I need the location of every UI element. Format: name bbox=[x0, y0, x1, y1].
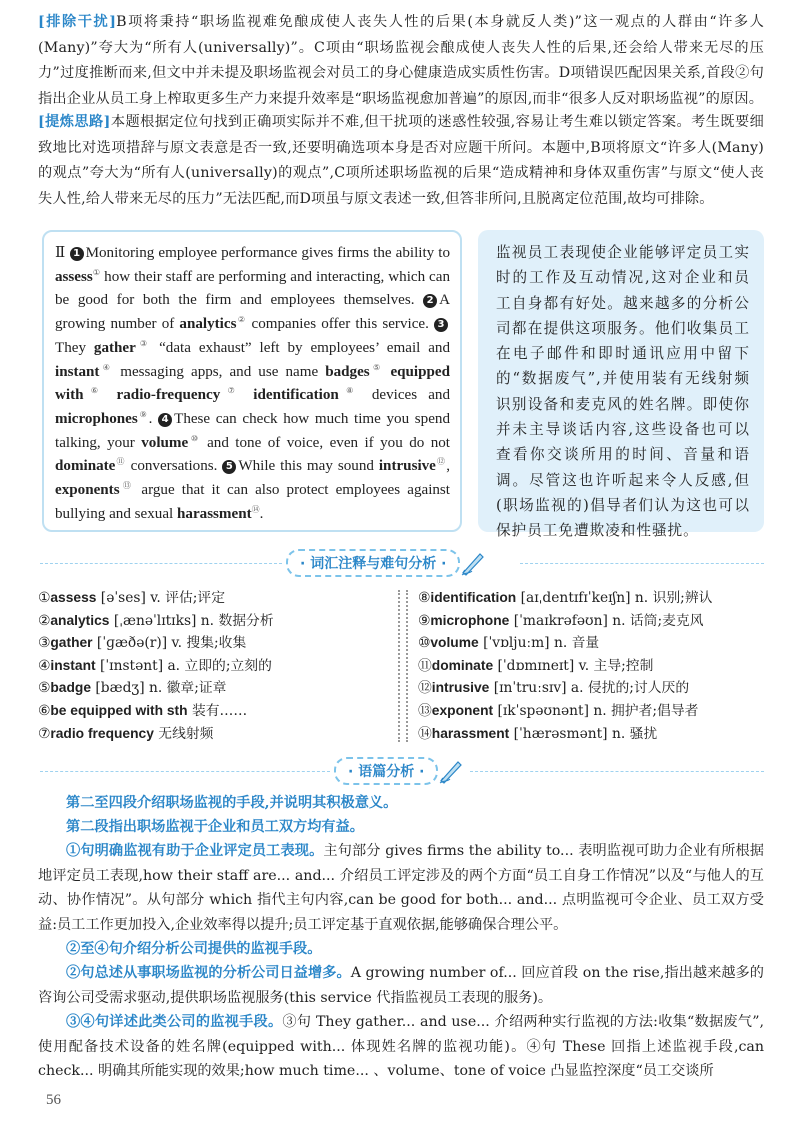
analysis-paragraph-3 bbox=[38, 1010, 764, 1084]
passage-text: They bbox=[55, 339, 94, 356]
footnote-ref: ⑨ bbox=[137, 409, 149, 419]
analysis-heading-text: 第二至四段介绍职场监视的手段,并说明其积极意义。 bbox=[66, 795, 398, 811]
footnote-ref: ④ bbox=[99, 362, 114, 372]
vocab-number: ⑨ bbox=[418, 612, 431, 629]
footnote-ref: ⑩ bbox=[188, 433, 201, 443]
analysis-paragraph-2 bbox=[38, 961, 764, 1010]
analysis-heading-text: ②至④句介绍分析公司提供的监视手段。 bbox=[66, 941, 322, 957]
vocab-definition: [ˈmaɪkrəfəʊn] n. 话筒;麦克风 bbox=[509, 612, 704, 629]
sentence-number-3: 3 bbox=[434, 318, 448, 332]
section-divider-left bbox=[40, 771, 330, 772]
vocab-definition: [ˈhærəsmənt] n. 骚扰 bbox=[509, 725, 658, 742]
analysis-section-header bbox=[334, 758, 464, 784]
passage-text: These can check how much time you spend talking, your bbox=[55, 410, 450, 451]
analysis-text: A growing number of... 回应首段 on the rise,指出越来越多的咨询公司受需求驱动,提供职场监视服务(this service 代指监视员工表现的服务)。 bbox=[38, 965, 764, 1006]
vocab-definition: 装有…… bbox=[187, 702, 248, 719]
vocab-definition: [əˈses] v. 评估;评定 bbox=[96, 590, 226, 606]
analysis-heading-text: 第二段指出职场监视于企业和员工双方均有益。 bbox=[66, 819, 364, 835]
keyword-analytics: analytics bbox=[179, 316, 237, 333]
analysis-heading-3 bbox=[38, 937, 764, 962]
passage-text: . bbox=[148, 410, 159, 427]
vocab-word: harassment bbox=[431, 725, 510, 741]
vocab-word: volume bbox=[430, 635, 479, 651]
vocab-section-header bbox=[286, 550, 486, 576]
vocab-number: ⑭ bbox=[418, 725, 432, 742]
vocab-definition: [ˈɡæðə(r)] v. 搜集;收集 bbox=[92, 635, 247, 652]
sentence-number-1: 1 bbox=[70, 247, 84, 261]
vocab-list-right bbox=[418, 587, 712, 745]
vocab-word: assess bbox=[50, 590, 97, 605]
footnote-ref: ⑦ bbox=[220, 386, 243, 396]
analysis-section-title: · 语篇分析 · bbox=[334, 757, 438, 785]
vocab-number: ⑤ bbox=[38, 680, 51, 697]
footnote-ref: ⑥ bbox=[83, 386, 106, 396]
passage-text: While this may sound bbox=[238, 458, 379, 475]
vocab-item bbox=[38, 587, 274, 610]
vocab-number: ② bbox=[38, 612, 51, 629]
analysis-text: 主句部分 gives firms the ability to... 表明监视可助力企业有所根据地评定员工表现,how their staff are... and... 介绍员工评定涉及的两个方面“员工自身工作情况”以及“与他人的互动、协作情况”。从句部分 which 指代主句内容,can be good for both... and... 点明监视可令企业、员工双方受益:员工工作更加投入,企业效率得以提升;员工评定基于直观依据,能够确保合理公平。 bbox=[38, 843, 764, 933]
passage-text: how their staff are performing and interacting, which can be good for both the firm and employees themselves. bbox=[55, 268, 451, 309]
exclude-distractor-tag: [排除干扰] bbox=[38, 14, 117, 30]
vocab-number: ⑪ bbox=[418, 657, 432, 674]
vocab-item bbox=[38, 655, 274, 678]
passage-text bbox=[105, 387, 116, 403]
footnote-ref: ① bbox=[92, 267, 101, 277]
vocab-word: microphone bbox=[430, 612, 510, 628]
passage-text: . bbox=[259, 505, 264, 522]
vocab-definition: [ɪnˈtruːsɪv] a. 侵扰的;讨人厌的 bbox=[489, 680, 690, 697]
vocab-definition: 无线射频 bbox=[153, 725, 214, 742]
refine-thinking-paragraph bbox=[38, 110, 764, 212]
passage-text: messaging apps, and use name bbox=[113, 363, 326, 380]
analysis-heading-1 bbox=[38, 791, 764, 816]
keyword-instant: instant bbox=[55, 363, 100, 380]
vocab-word: instant bbox=[50, 657, 96, 673]
vocab-item bbox=[38, 677, 274, 700]
vocab-definition: [ˈvɒljuːm] n. 音量 bbox=[478, 635, 600, 652]
vocab-word: intrusive bbox=[431, 680, 490, 696]
vocab-item bbox=[38, 700, 274, 723]
refine-thinking-tag: [提炼思路] bbox=[38, 114, 111, 130]
passage-text: , bbox=[446, 458, 450, 475]
english-passage-box bbox=[42, 230, 462, 532]
vocab-item bbox=[38, 723, 274, 746]
vocab-number: ③ bbox=[38, 635, 51, 652]
vocab-column-divider bbox=[398, 590, 408, 742]
keyword-microphones: microphones bbox=[55, 410, 138, 427]
passage-text: and tone of voice, even if you do not bbox=[200, 434, 450, 451]
vocab-number: ⑧ bbox=[418, 590, 431, 606]
pen-icon bbox=[460, 550, 486, 576]
vocab-number: ④ bbox=[38, 657, 51, 674]
exclude-distractor-paragraph bbox=[38, 10, 764, 112]
section-divider-right bbox=[470, 771, 764, 772]
keyword-radio-frequency: radio-frequency bbox=[116, 387, 221, 404]
keyword-intrusive: intrusive bbox=[378, 458, 436, 475]
vocab-item bbox=[418, 587, 712, 610]
vocab-word: radio frequency bbox=[50, 725, 154, 741]
keyword-assess: assess bbox=[55, 268, 93, 285]
analysis-lead: ③④句详述此类公司的监视手段。 bbox=[66, 1014, 283, 1030]
vocab-item bbox=[418, 677, 712, 700]
vocab-word: gather bbox=[50, 635, 93, 651]
passage-text: companies offer this service. bbox=[246, 316, 435, 333]
paragraph-roman-numeral: Ⅱ bbox=[55, 245, 66, 261]
analysis-text: ③句 They gather... and use... 介绍两种实行监视的方法:收集“数据废气”,使用配备技术设备的姓名牌(equipped with... 体现姓名牌的监视功能)。④句 These 回指上述监视手段,can check... 明确其所能实现的效果;how much time... 、volume、tone of voice 凸显监控深度“员工交谈所 bbox=[38, 1014, 764, 1079]
translation-text: 监视员工表现使企业能够评定员工实时的工作及互动情况,这对企业和员工自身都有好处。越来越多的分析公司都在提供这项服务。他们收集员工在电子邮件和即时通讯应用中留下的“数据废气”,并使用装有无线射频识别设备和麦克风的姓名牌。即使你并未主导谈话内容,这些设备也可以查看你交谈所用的时间、音量和语调。尽管这也许听起来令人反感,但(职场监视的)倡导者们认为这也可以保护员工免遭欺凌和性骚扰。 bbox=[496, 244, 750, 540]
vocab-item bbox=[418, 655, 712, 678]
vocab-number: ① bbox=[38, 590, 51, 606]
vocab-word: be equipped with sth bbox=[50, 702, 188, 718]
keyword-exponents: exponents bbox=[55, 482, 120, 499]
analysis-lead: ②句总述从事职场监视的分析公司日益增多。 bbox=[66, 965, 351, 981]
analysis-paragraph-1 bbox=[38, 839, 764, 937]
passage-text: A growing number of bbox=[55, 292, 450, 333]
sentence-number-4: 4 bbox=[158, 413, 172, 427]
keyword-harassment: harassment bbox=[177, 505, 252, 522]
vocab-number: ⑦ bbox=[38, 725, 51, 742]
keyword-badges: badges bbox=[325, 363, 370, 380]
passage-text: “data exhaust” left by employees’ email and bbox=[151, 339, 450, 356]
page-number: 56 bbox=[46, 1092, 61, 1108]
passage-text: Monitoring employee performance gives firms the ability to bbox=[85, 245, 450, 261]
vocab-number: ⑫ bbox=[418, 680, 432, 697]
footnote-ref: ⑪ bbox=[115, 457, 126, 467]
section-divider-right bbox=[520, 563, 764, 564]
passage-text bbox=[242, 387, 253, 403]
vocab-number: ⑥ bbox=[38, 702, 51, 719]
vocab-item bbox=[418, 610, 712, 633]
vocab-word: analytics bbox=[50, 612, 110, 628]
vocab-item bbox=[38, 632, 274, 655]
pen-icon bbox=[438, 758, 464, 784]
vocab-definition: [ˈdɒmɪneɪt] v. 主导;控制 bbox=[493, 657, 654, 674]
passage-text: conversations. bbox=[125, 458, 223, 475]
footnote-ref: ⑤ bbox=[369, 362, 384, 372]
keyword-identification: identification bbox=[253, 387, 339, 404]
vocab-section-title: · 词汇注释与难句分析 · bbox=[286, 549, 460, 577]
vocab-definition: [ˈɪnstənt] a. 立即的;立刻的 bbox=[95, 657, 272, 674]
vocab-list-left bbox=[38, 587, 274, 745]
vocab-word: identification bbox=[430, 590, 517, 605]
footnote-ref: ⑫ bbox=[435, 457, 447, 467]
vocab-definition: [ˌænəˈlɪtɪks] n. 数据分析 bbox=[109, 612, 274, 629]
footnote-ref: ② bbox=[236, 315, 247, 325]
chinese-translation-box bbox=[478, 230, 764, 540]
section-divider-left bbox=[40, 563, 282, 564]
keyword-equipped-with: equipped with bbox=[55, 363, 451, 404]
passage-text: argue that it can also protect employees against bullying and sexual bbox=[55, 482, 450, 522]
vocab-word: dominate bbox=[431, 657, 494, 673]
sentence-number-5: 5 bbox=[222, 460, 236, 474]
footnote-ref: ⑬ bbox=[119, 481, 135, 490]
vocab-item bbox=[418, 700, 712, 723]
vocab-number: ⑬ bbox=[418, 702, 432, 719]
vocab-word: exponent bbox=[431, 702, 494, 718]
vocab-word: badge bbox=[50, 680, 92, 696]
keyword-volume: volume bbox=[141, 434, 189, 451]
passage-text: devices and bbox=[360, 387, 451, 404]
vocab-definition: [ɪkˈspəʊnənt] n. 拥护者;倡导者 bbox=[493, 702, 699, 719]
sentence-number-2: 2 bbox=[423, 294, 437, 308]
refine-thinking-text: 本题根据定位句找到正确项实际并不难,但干扰项的迷惑性较强,容易让考生难以锁定答案。考生既要细致地比对选项措辞与原文表意是否一致,还要明确选项本身是否对应题干所问。本题中,B项将原文“许多人(Many)的观点”夸大为“所有人(universally)的观点”,C项所述职场监视的后果“造成精神和身体双重伤害”与原文“使人丧失人性,给人带来无尽的压力”无法匹配,而D项虽与原文表述一致,但答非所问,且脱离定位范围,故均可排除。 bbox=[38, 114, 764, 207]
footnote-ref: ③ bbox=[135, 338, 152, 348]
footnote-ref: ⑭ bbox=[251, 504, 260, 514]
keyword-dominate: dominate bbox=[55, 458, 116, 475]
vocab-definition: [aɪˌdentɪfɪˈkeɪʃn] n. 识别;辨认 bbox=[516, 590, 713, 606]
analysis-heading-2 bbox=[38, 815, 764, 840]
vocab-definition: [bædʒ] n. 徽章;证章 bbox=[91, 680, 227, 697]
keyword-gather: gather bbox=[93, 339, 136, 356]
vocab-item bbox=[418, 632, 712, 655]
analysis-lead: ①句明确监视有助于企业评定员工表现。 bbox=[66, 843, 324, 859]
vocab-item bbox=[418, 723, 712, 746]
footnote-ref: ⑧ bbox=[338, 386, 361, 396]
exclude-distractor-text: B项将秉持“职场监视难免酿成使人丧失人性的后果(本身就反人类)”这一观点的人群由“许多人(Many)”夸大为“所有人(universally)”。C项由“职场监视会酿成使人丧失人性的后果,还会给人带来无尽的压力”过度推断而来,但文中并未提及职场监视会对员工的身心健康造成实质性伤害。D项错误匹配因果关系,首段②句指出企业从员工身上榨取更多生产力来提升效率是“职场监视愈加普遍”的原因,而非“很多人反对职场监视”的原因。 bbox=[38, 14, 764, 107]
vocab-number: ⑩ bbox=[418, 635, 431, 652]
vocab-item bbox=[38, 610, 274, 633]
